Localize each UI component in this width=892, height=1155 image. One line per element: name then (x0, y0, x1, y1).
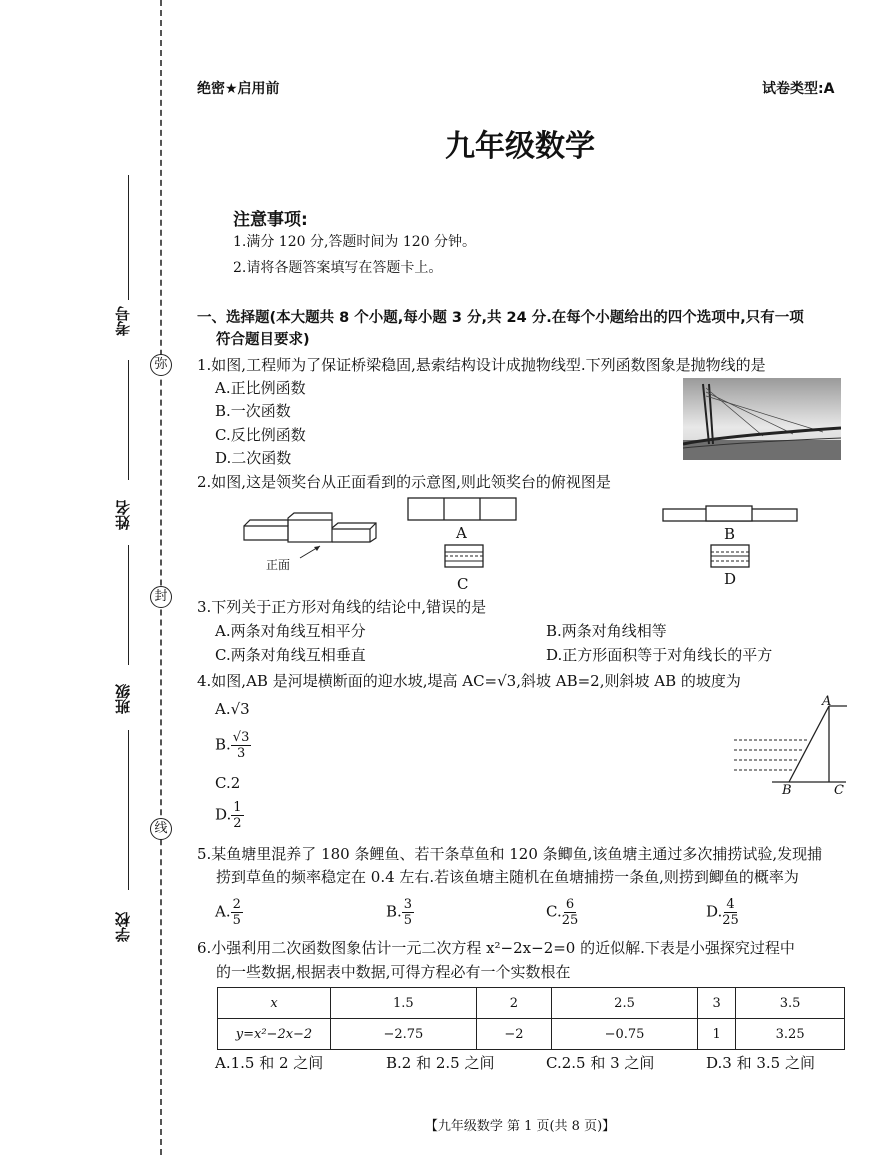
q4-option-b-prefix: B. (215, 735, 231, 754)
q2-view-c (444, 544, 484, 568)
class-label: 班级 (114, 684, 132, 714)
q5-option-b-num: 3 (403, 897, 413, 912)
q5-option-a-num: 2 (232, 897, 241, 912)
table-cell: −2.75 (331, 1019, 477, 1050)
q5-stem-line2: 捞到草鱼的频率稳定在 0.4 左右.若该鱼塘主随机在鱼塘捕捞一条鱼,则捞到鲫鱼的概率为 (216, 868, 799, 886)
q1-option-c: C.反比例函数 (215, 426, 306, 444)
q4-option-d-num: 1 (233, 800, 242, 815)
q1-option-a: A.正比例函数 (215, 379, 306, 397)
table-cell: −2 (476, 1019, 551, 1050)
q2-stem: 2.如图,这是领奖台从正面看到的示意图,则此领奖台的俯视图是 (197, 473, 611, 491)
table-cell: 3.25 (736, 1019, 845, 1050)
page-footer: 【九年级数学 第 1 页(共 8 页)】 (424, 1119, 616, 1134)
table-cell: 3.5 (736, 988, 845, 1019)
section-heading-line2: 符合题目要求) (216, 332, 310, 348)
q5-option-b-den: 5 (403, 913, 413, 928)
q6-stem-line2: 的一些数据,根据表中数据,可得方程必有一个实数根在 (216, 963, 571, 981)
seal-mi: 弥 (150, 354, 172, 376)
q1-option-d: D.二次函数 (215, 449, 292, 467)
q5-option-a-prefix: A. (215, 902, 231, 921)
q3-option-b: B.两条对角线相等 (546, 622, 667, 640)
table-row (218, 1019, 845, 1050)
exam-number-label: 考号 (114, 306, 132, 336)
q2-view-d (710, 544, 750, 568)
q4-stem: 4.如图,AB 是河堤横断面的迎水坡,堤高 AC=√3,斜坡 AB=2,则斜坡 AB 的坡度为 (197, 672, 741, 690)
table-cell: x (218, 988, 331, 1019)
q5-option-d-den: 25 (722, 913, 739, 928)
table-cell: −0.75 (552, 1019, 698, 1050)
q5-option-c-prefix: C. (546, 902, 562, 921)
q6-option-c: C.2.5 和 3 之间 (546, 1054, 655, 1072)
q2-view-b (662, 505, 798, 523)
fig-label-a: A (822, 694, 832, 709)
table-cell: 1 (697, 1019, 735, 1050)
q3-option-c: C.两条对角线互相垂直 (215, 646, 366, 664)
q2-letter-a: A (456, 524, 467, 542)
q1-option-b: B.一次函数 (215, 402, 291, 420)
q3-option-a: A.两条对角线互相平分 (215, 622, 366, 640)
q4-option-d-den: 2 (233, 816, 242, 831)
q5-option-c-num: 6 (565, 897, 575, 912)
q5-option-c-fraction (562, 897, 579, 928)
table-cell: 2.5 (552, 988, 698, 1019)
paper-type-label: 试卷类型:A (762, 81, 835, 97)
bridge-photo (683, 378, 841, 460)
q2-letter-c: C (457, 575, 469, 593)
q5-option-d-prefix: D. (706, 902, 723, 921)
q6-option-d: D.3 和 3.5 之间 (706, 1054, 815, 1072)
q2-letter-b: B (724, 525, 736, 543)
q5-option-d (706, 897, 739, 928)
q4-option-d-prefix: D. (215, 805, 232, 824)
table-cell: 1.5 (331, 988, 477, 1019)
q3-option-d: D.正方形面积等于对角线长的平方 (546, 646, 773, 664)
school-label: 学校 (114, 912, 132, 942)
school-line (128, 730, 129, 890)
q5-option-b-prefix: B. (386, 902, 402, 921)
q5-option-b-fraction (402, 897, 414, 928)
table-cell: 2 (476, 988, 551, 1019)
q2-view-a (407, 497, 517, 521)
name-line (128, 360, 129, 480)
q6-option-b: B.2 和 2.5 之间 (386, 1054, 495, 1072)
fig-label-b: B (782, 783, 792, 798)
notice-item-1: 1.满分 120 分,答题时间为 120 分钟。 (233, 234, 477, 250)
q5-option-d-num: 4 (726, 897, 735, 912)
q1-stem: 1.如图,工程师为了保证桥梁稳固,悬索结构设计成抛物线型.下列函数图象是抛物线的是 (197, 356, 766, 374)
q5-stem-line1: 5.某鱼塘里混养了 180 条鲤鱼、若干条草鱼和 120 条鲫鱼,该鱼塘主通过多次捕捞试验,发现捕 (197, 845, 823, 863)
q2-letter-d: D (724, 570, 737, 588)
binding-dashed-line (160, 0, 162, 1155)
q6-value-table (217, 987, 845, 1050)
q6-stem-line1: 6.小强利用二次函数图象估计一元二次方程 x²−2x−2=0 的近似解.下表是小强探究过程中 (197, 939, 795, 957)
q5-option-a-fraction (231, 897, 243, 928)
q5-option-d-fraction (722, 897, 739, 928)
q4-option-b-num: √3 (232, 730, 250, 745)
seal-feng: 封 (150, 586, 172, 608)
q6-option-a: A.1.5 和 2 之间 (215, 1054, 324, 1072)
q4-option-b-den: 3 (236, 746, 246, 761)
q4-option-d-fraction (231, 800, 243, 831)
q5-option-c (546, 897, 578, 928)
q4-option-b-fraction (231, 730, 252, 761)
confidential-label: 绝密★启用前 (197, 81, 280, 97)
q5-option-c-den: 25 (561, 913, 579, 928)
q4-option-b (215, 730, 251, 761)
table-cell: y=x²−2x−2 (218, 1019, 331, 1050)
fig-label-c: C (834, 783, 844, 798)
q5-option-b (386, 897, 414, 928)
q5-option-a (215, 897, 243, 928)
notice-item-2: 2.请将各题答案填写在答题卡上。 (233, 260, 443, 276)
exam-number-line (128, 175, 129, 300)
table-cell: 3 (697, 988, 735, 1019)
q4-option-c: C.2 (215, 774, 241, 792)
q4-option-a: A.√3 (215, 700, 250, 718)
class-line (128, 545, 129, 665)
q3-stem: 3.下列关于正方形对角线的结论中,错误的是 (197, 598, 487, 616)
notice-heading: 注意事项: (233, 210, 308, 230)
page-title: 九年级数学 (445, 129, 595, 164)
seal-xian: 线 (150, 818, 172, 840)
table-row (218, 988, 845, 1019)
q5-option-a-den: 5 (232, 913, 241, 928)
podium-figure (240, 512, 385, 574)
name-label: 姓名 (114, 500, 132, 530)
front-label: 正面 (266, 558, 291, 572)
section-heading-line1: 一、选择题(本大题共 8 个小题,每小题 3 分,共 24 分.在每个小题给出的四个选项中,只有一项 (197, 310, 804, 326)
q4-option-d (215, 800, 244, 831)
